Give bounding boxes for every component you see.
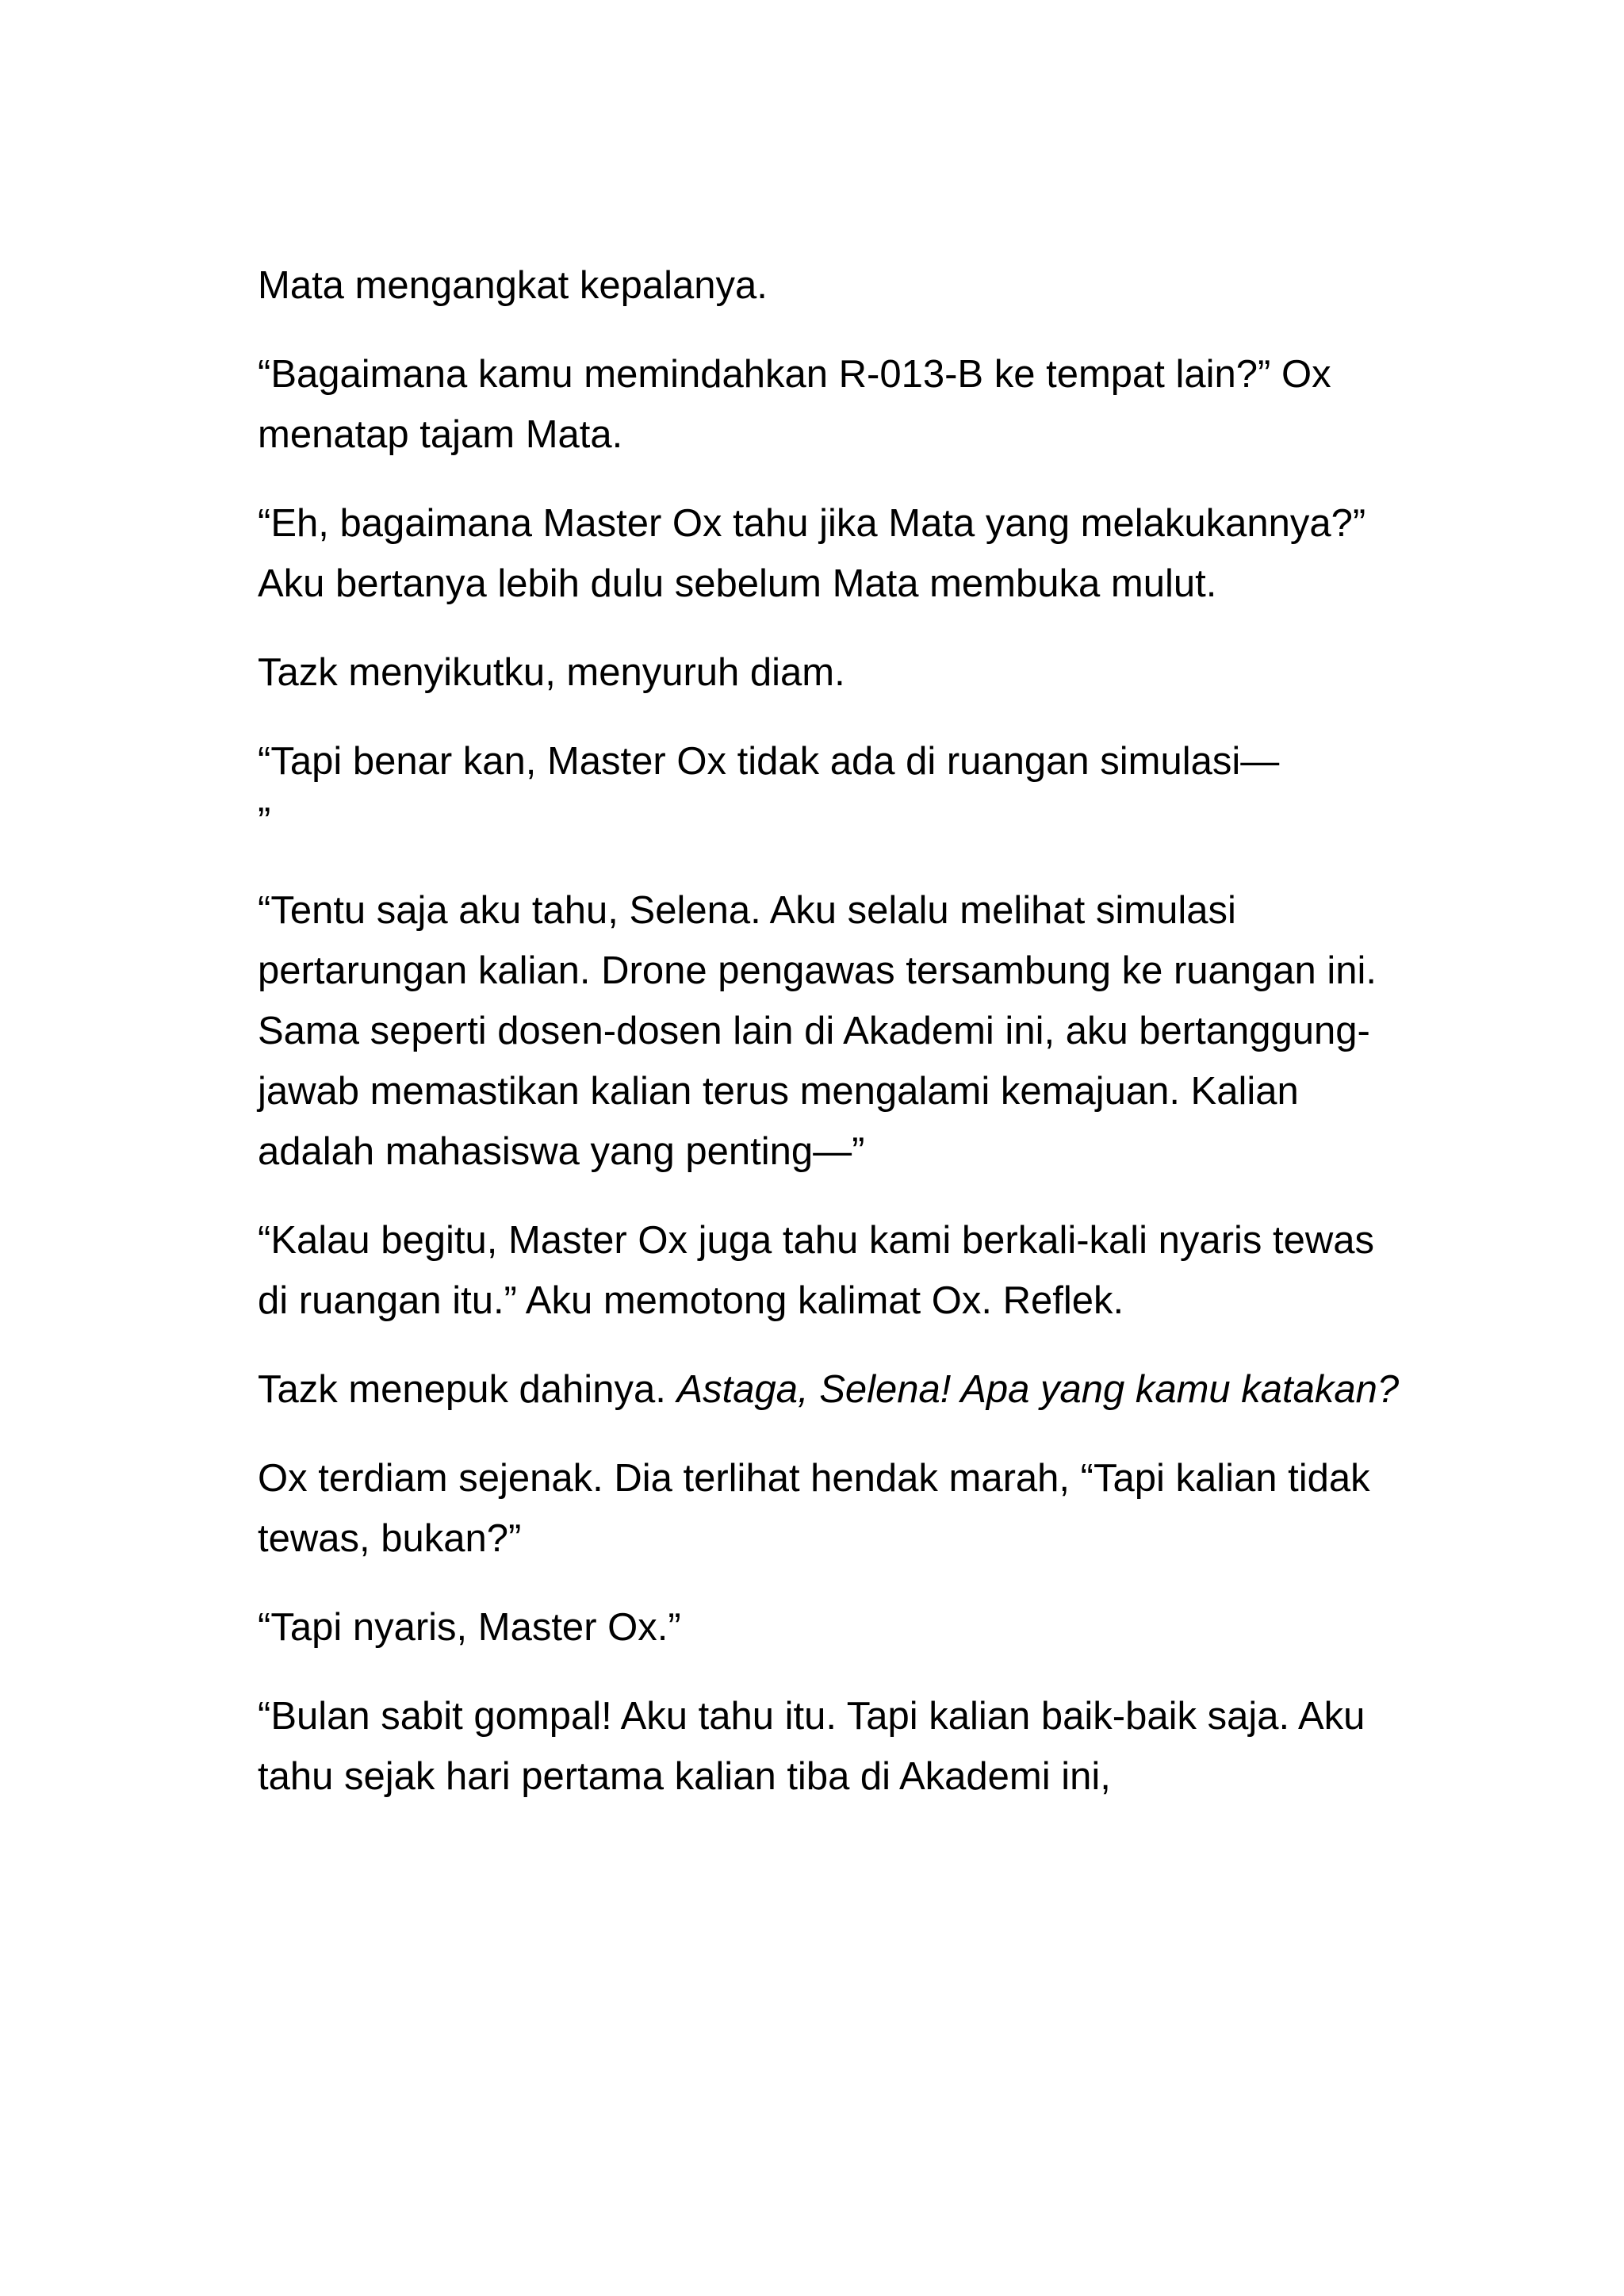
paragraph-10 — [258, 1597, 1400, 1658]
paragraph-text: “Tapi nyaris, Master Ox.” — [258, 1606, 681, 1649]
paragraph-text: Tazk menyikutku, menyuruh diam. — [258, 651, 845, 694]
paragraph-4 — [258, 642, 1400, 703]
paragraph-text: “Kalau begitu, Master Ox juga tahu kami berkali-kali nyaris tewas di ruangan itu.” Aku memotong kalimat Ox. Reflek. — [258, 1219, 1375, 1322]
paragraph-italic-text: Astaga, Selena! Apa yang kamu katakan? — [676, 1368, 1400, 1411]
paragraph-text: “Bulan sabit gompal! Aku tahu itu. Tapi kalian baik-baik saja. Aku tahu sejak hari pertama kalian tiba di Akademi ini, — [258, 1695, 1365, 1798]
paragraph-text: “Eh, bagaimana Master Ox tahu jika Mata yang melakukannya?” Aku bertanya lebih dulu sebelum Mata membuka mulut. — [258, 502, 1366, 605]
paragraph-2 — [258, 344, 1400, 465]
paragraph-11 — [258, 1686, 1400, 1807]
paragraph-8 — [258, 1359, 1400, 1420]
paragraph-9 — [258, 1448, 1400, 1569]
paragraph-1 — [258, 255, 1400, 316]
paragraph-5 — [258, 731, 1400, 852]
paragraph-text: Mata mengangkat kepalanya. — [258, 264, 768, 307]
paragraph-text-line-1: “Tapi benar kan, Master Ox tidak ada di ruangan simulasi— — [258, 740, 1280, 783]
paragraph-6 — [258, 880, 1400, 1182]
paragraph-text-line-2: ” — [258, 800, 271, 843]
paragraph-7 — [258, 1210, 1400, 1331]
paragraph-3 — [258, 493, 1400, 614]
paragraph-text: “Tentu saja aku tahu, Selena. Aku selalu melihat simulasi pertarungan kalian. Drone pengawas tersambung ke ruangan ini. Sama seperti dosen-dosen lain di Akademi ini, aku bertanggung-jawab memastikan kalian terus mengalami kemajuan. Kalian adalah mahasiswa yang penting—” — [258, 889, 1377, 1173]
paragraph-text: “Bagaimana kamu memindahkan R-013-B ke tempat lain?” Ox menatap tajam Mata. — [258, 353, 1331, 456]
paragraph-text: Tazk menepuk dahinya. — [258, 1368, 677, 1411]
body-text — [258, 255, 1400, 1835]
paragraph-text: Ox terdiam sejenak. Dia terlihat hendak marah, “Tapi kalian tidak tewas, bukan?” — [258, 1457, 1370, 1560]
